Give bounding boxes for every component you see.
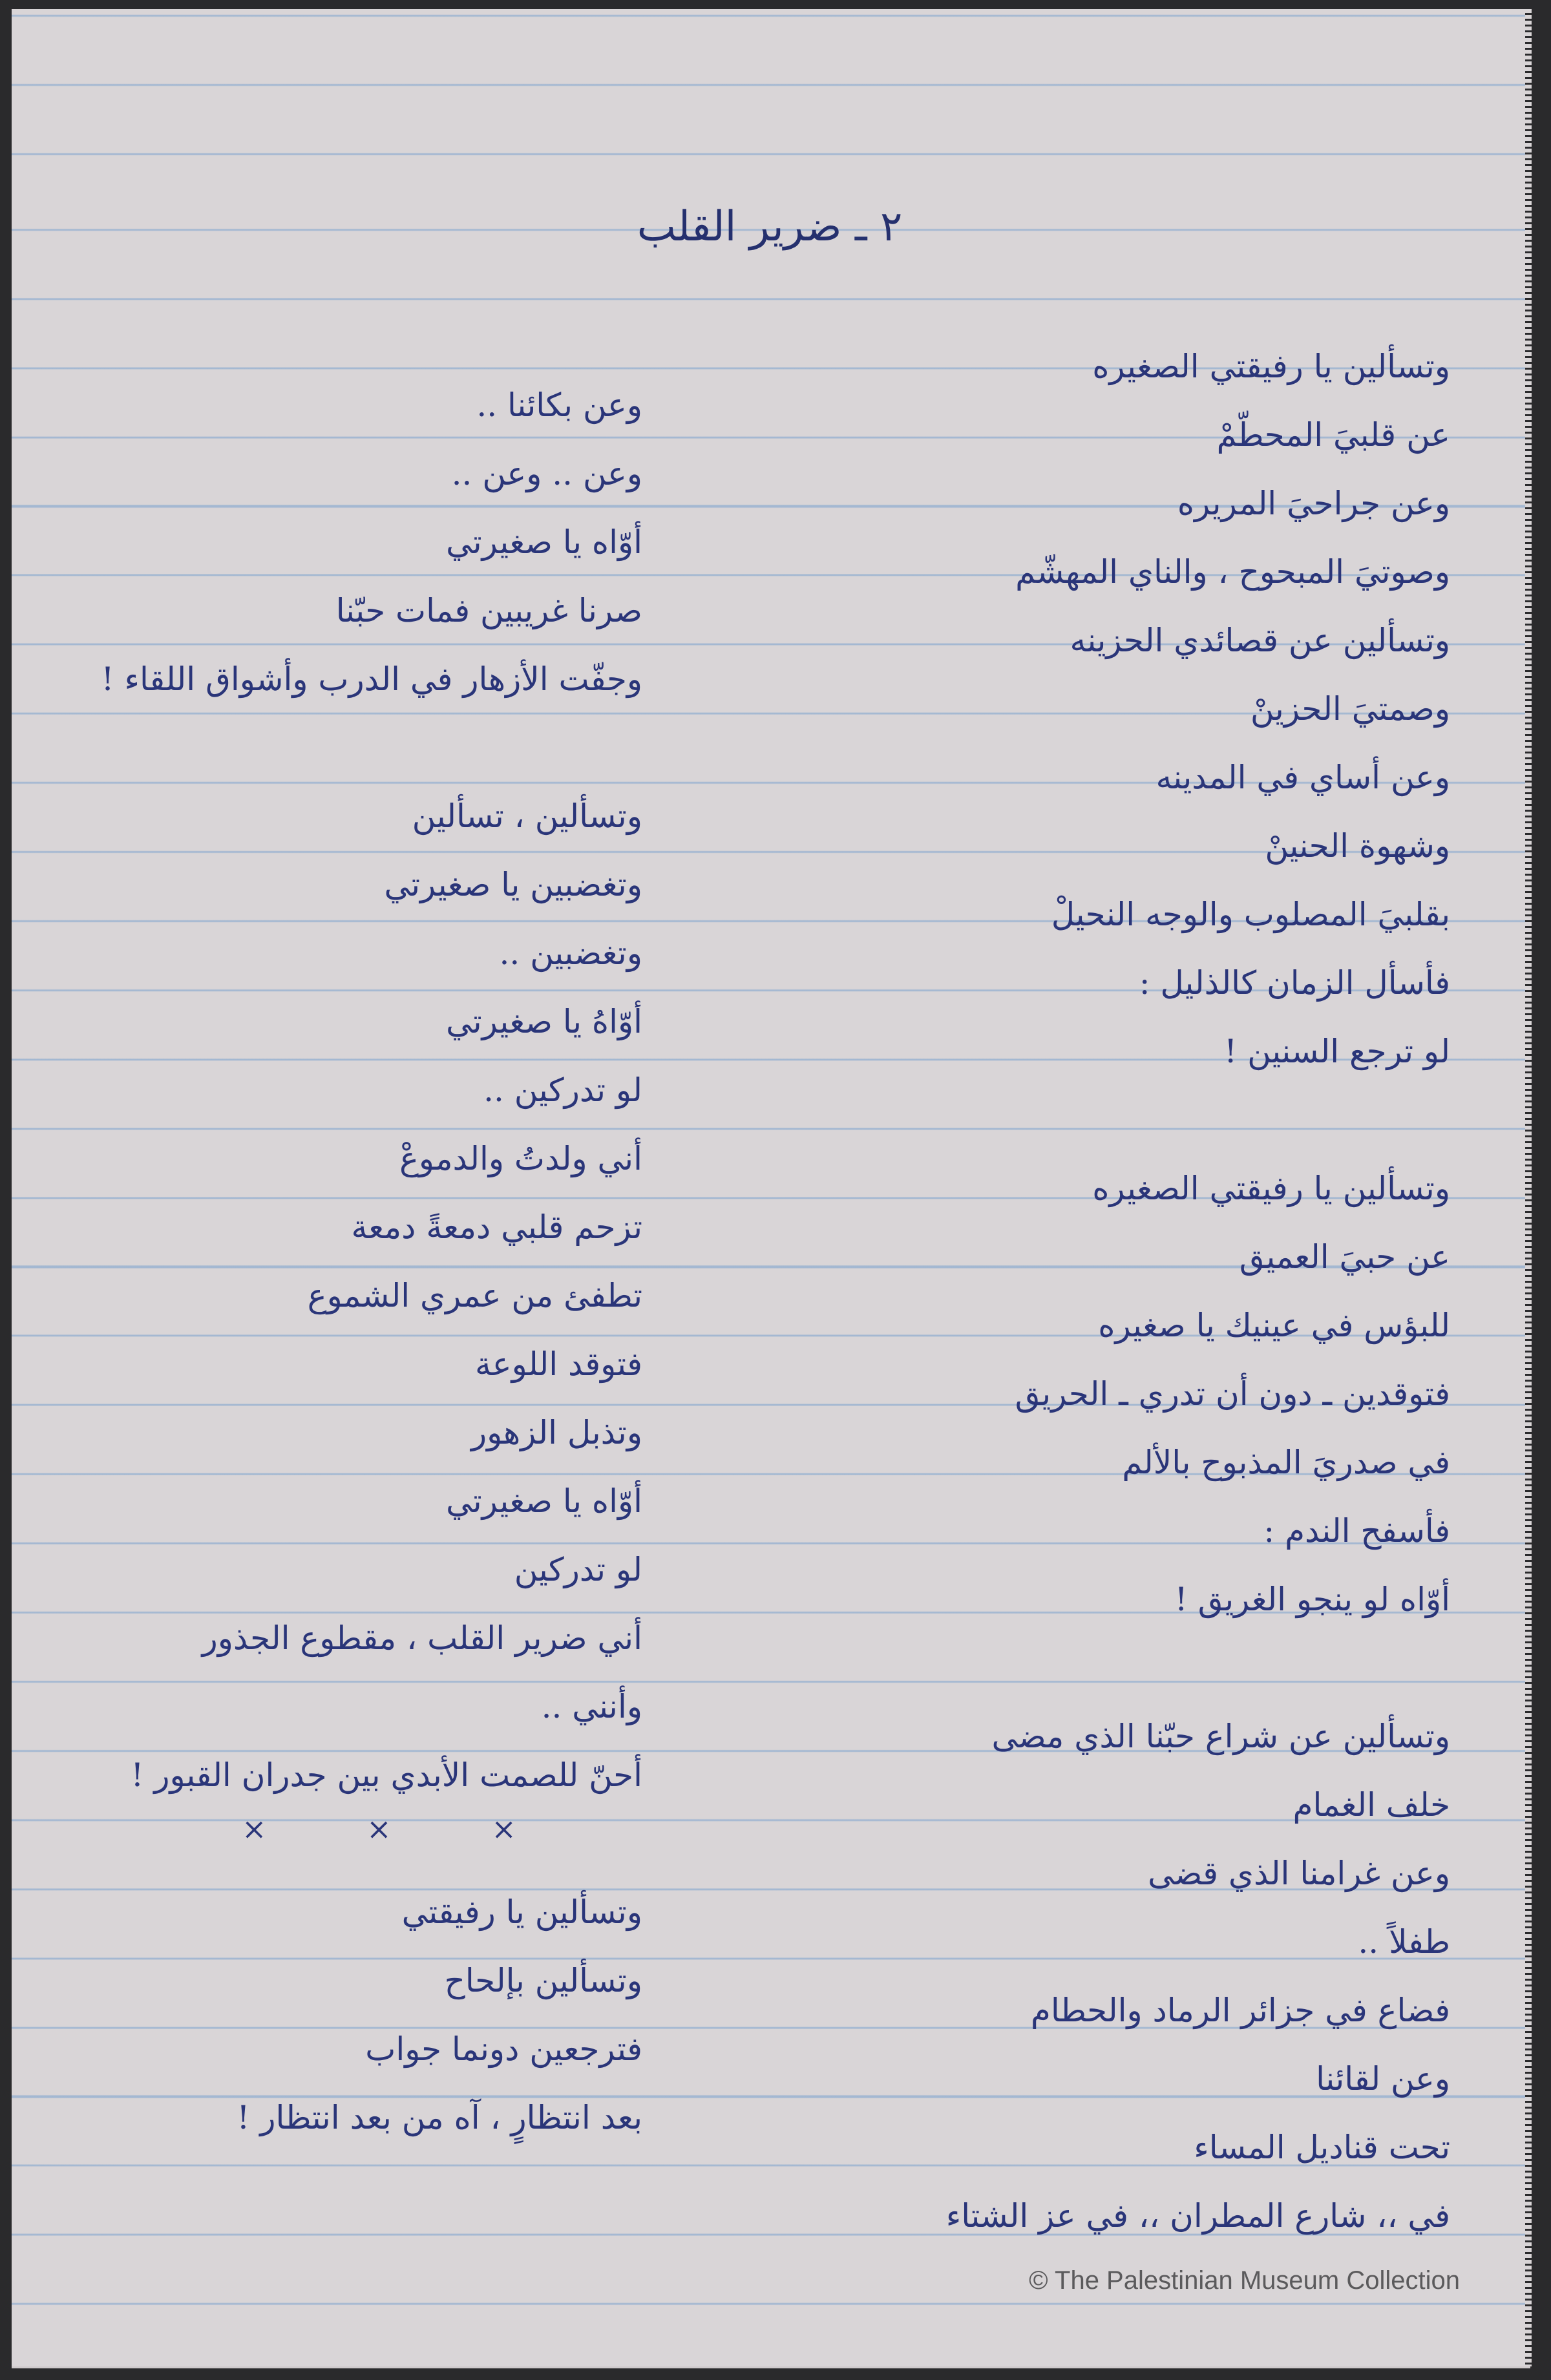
poem-line: وعن .. وعن .. [451, 455, 642, 492]
poem-line: وصوتيَ المبحوح ، والناي المهشّم [1015, 553, 1450, 591]
poem-line: فتوقد اللوعة [474, 1345, 642, 1383]
poem-line: وتسألين يا رفيقتي الصغيره [1092, 1170, 1450, 1207]
poem-line: فتوقدين ـ دون أن تدري ـ الحريق [1015, 1375, 1450, 1413]
poem-line: وعن لقائنا [1316, 2060, 1450, 2098]
poem-line: فأسأل الزمان كالذليل : [1139, 964, 1450, 1002]
poem-line: بقلبيَ المصلوب والوجه النحيلْ [1051, 896, 1450, 933]
right-column [772, 332, 1450, 2250]
poem-line: وتسألين بإلحاح [444, 1962, 642, 1999]
poem-line: أني ضرير القلب ، مقطوع الجذور [202, 1619, 642, 1657]
poem-line: تزحم قلبي دمعةً دمعة [351, 1208, 642, 1246]
poem-line: في ،، شارع المطران ،، في عز الشتاء [945, 2197, 1450, 2235]
poem-line: وعن أساي في المدينه [1155, 759, 1450, 796]
poem-title: ٢ ـ ضرير القلب [637, 203, 903, 251]
poem-line: لو تدركين .. [483, 1071, 642, 1109]
poem-line: للبؤس في عينيك يا صغيره [1098, 1307, 1450, 1344]
poem-line: وتغضبين .. [499, 934, 642, 972]
stanza-gap [772, 1086, 1450, 1154]
poem-line: صرنا غريبين فمات حبّنا [335, 592, 642, 629]
poem-line: وعن جراحيَ المريره [1177, 485, 1450, 522]
poem-line: أوّاه لو ينجو الغريق ! [1174, 1581, 1450, 1618]
poem-line: خلف الغمام [1292, 1786, 1450, 1824]
poem-line: فضاع في جزائر الرماد والحطام [1030, 1992, 1450, 2029]
manuscript-page [12, 9, 1530, 2368]
poem-line: أوّاه يا صغيرتي [446, 523, 642, 561]
poem-line: طفلاً .. [1358, 1923, 1450, 1961]
poem-line: تطفئ من عمري الشموع [307, 1277, 642, 1314]
poem-line: عن حبيَ العميق [1239, 1238, 1450, 1276]
left-column [0, 371, 642, 2152]
poem-line: وتسألين ، تسألين [412, 797, 642, 835]
poem-line: تحت قناديل المساء [1194, 2129, 1450, 2166]
poem-line: وتسألين عن شراع حبّنا الذي مضى [991, 1718, 1450, 1755]
poem-line: وتسألين عن قصائدي الحزينه [1070, 622, 1450, 659]
poem-line: وتسألين يا رفيقتي [401, 1893, 642, 1931]
poem-line: وعن غرامنا الذي قضى [1148, 1855, 1450, 1892]
poem-line: بعد انتظارٍ ، آه من بعد انتظار ! [237, 2099, 642, 2136]
section-separator-marks: × × × [242, 1811, 562, 1846]
poem-line: وتغضبين يا صغيرتي [384, 866, 642, 903]
museum-watermark: © The Palestinian Museum Collection [1029, 2266, 1460, 2295]
poem-line: وعن بكائنا .. [476, 386, 642, 424]
poem-line: أوّاه يا صغيرتي [446, 1482, 642, 1520]
poem-line: وتذبل الزهور [470, 1414, 642, 1451]
poem-line: وأنني .. [541, 1688, 642, 1725]
poem-line: وشهوة الحنينْ [1265, 827, 1450, 865]
poem-line: لو تدركين [514, 1551, 642, 1588]
poem-line: فترجعين دونما جواب [365, 2030, 642, 2068]
poem-line: وصمتيَ الحزينْ [1250, 690, 1450, 728]
poem-line: أوّاهُ يا صغيرتي [446, 1003, 642, 1040]
poem-line: فأسفح الندم : [1263, 1512, 1450, 1550]
poem-line: لو ترجع السنين ! [1224, 1033, 1450, 1070]
poem-line: أني ولدتُ والدموعْ [399, 1140, 642, 1177]
poem-line: أحنّ للصمت الأبدي بين جدران القبور ! [131, 1756, 642, 1794]
poem-line: وتسألين يا رفيقتي الصغيره [1092, 348, 1450, 385]
poem-line: في صدريَ المذبوح بالألم [1122, 1444, 1450, 1481]
poem-line: وجفّت الأزهار في الدرب وأشواق اللقاء ! [101, 660, 642, 698]
stanza-gap [772, 1634, 1450, 1702]
poem-line: عن قلبيَ المحطّمْ [1216, 416, 1450, 454]
stanza-gap [0, 713, 642, 782]
